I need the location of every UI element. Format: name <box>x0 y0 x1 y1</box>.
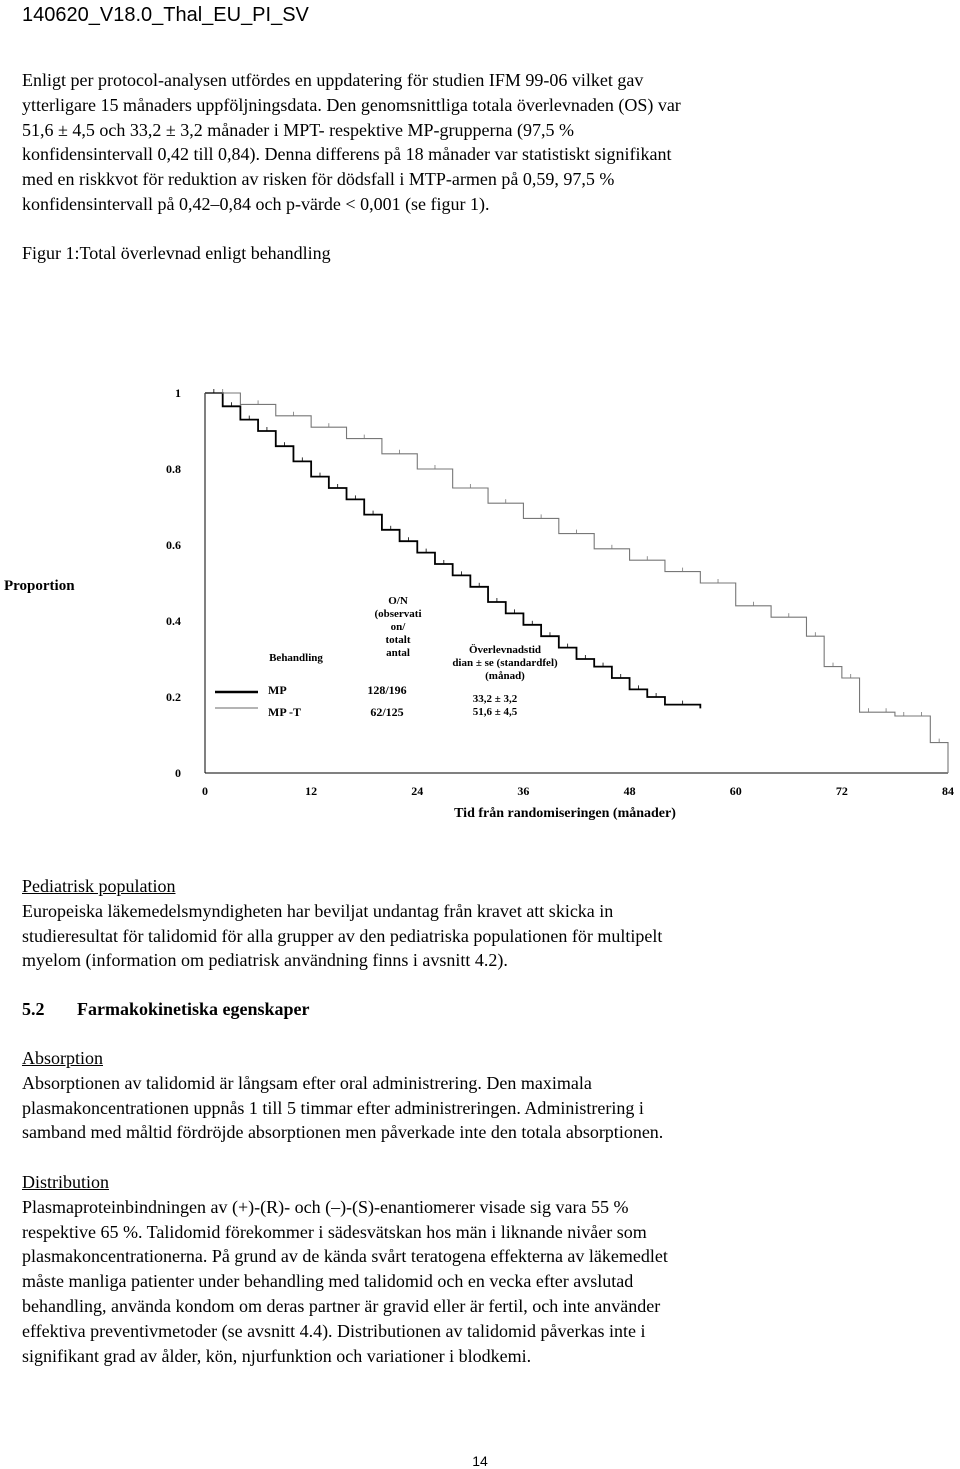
legend-head-events: totalt <box>385 634 411 646</box>
text-line: behandling, använda kondom om deras partner är gravid eller är fertil, och inte använder <box>22 1295 661 1316</box>
text-line: plasmakoncentrationerna. På grund av de kända svårt teratogena effekterna av läkemedlet <box>22 1246 668 1267</box>
x-tick-label: 12 <box>305 784 318 798</box>
text-line: Europeiska läkemedelsmyndigheten har beviljat undantag från kravet att skicka in <box>22 900 614 921</box>
text-line: signifikant grad av ålder, kön, njurfunktion och variationer i blodkemi. <box>22 1345 532 1366</box>
text-line: Plasmaproteinbindningen av (+)-(R)- och (–)-(S)-enantiomerer visade sig vara 55 % <box>22 1196 629 1217</box>
text-line: studieresultat för talidomid för alla grupper av den pediatriska populationen för multipelt <box>22 925 663 946</box>
section-heading <box>22 999 310 1020</box>
x-tick-label: 0 <box>202 784 208 798</box>
text-line: ytterligare 15 månaders uppföljningsdata. Den genomsnittliga totala överlevnaden (OS) var <box>22 94 681 115</box>
text-line: myelom (information om pediatrisk användning finns i avsnitt 4.2). <box>22 950 508 971</box>
absorption-section <box>22 1046 952 1145</box>
y-tick-label: 0.2 <box>166 690 181 704</box>
subsection-heading: Pediatrisk population <box>22 876 176 896</box>
document-header: 140620_V18.0_Thal_EU_PI_SV <box>22 4 309 26</box>
text-line: samband med måltid fördröjde absorptionen men påverkade inte den totala absorptionen. <box>22 1122 664 1143</box>
chart-tick-labels <box>166 386 954 798</box>
text-line: Enligt per protocol-analysen utfördes en uppdatering för studien IFM 99-06 vilket gav <box>22 70 644 90</box>
legend-head-survival: dian ± se (standardfel) <box>452 657 558 669</box>
distribution-section <box>22 1170 952 1368</box>
intro-paragraph <box>22 68 952 217</box>
section-number: 5.2 <box>22 999 45 1019</box>
legend-row-name: MP -T <box>268 705 301 719</box>
legend-row-events: 62/125 <box>370 705 404 719</box>
subsection-heading: Distribution <box>22 1172 110 1192</box>
legend-head-events: on/ <box>390 621 406 633</box>
y-tick-label: 0 <box>175 766 181 780</box>
x-tick-label: 84 <box>942 784 954 798</box>
text-line: konfidensintervall 0,42 till 0,84). Denna differens på 18 månader var statistiskt signifikant <box>22 144 672 165</box>
legend-row-name: MP <box>268 683 287 697</box>
y-tick-label: 0.4 <box>166 614 181 628</box>
legend-row-survival: 51,6 ± 4,5 <box>472 706 518 718</box>
text-line: effektiva preventivmetoder (se avsnitt 4.4). Distributionen av talidomid påverkas inte i <box>22 1320 646 1341</box>
legend-row-survival: 33,2 ± 3,2 <box>472 693 518 705</box>
survival-chart <box>0 370 960 830</box>
figure-caption: Figur 1:Total överlevnad enligt behandling <box>22 243 331 263</box>
legend-head-survival: (månad) <box>485 670 525 682</box>
pediatric-section <box>22 874 952 973</box>
legend-head-treatment: Behandling <box>269 652 323 664</box>
chart-axes <box>205 393 948 773</box>
text-line: med en riskkvot för reduktion av risken för dödsfall i MTP-armen på 0,59, 97,5 % <box>22 169 615 190</box>
section-title: Farmakokinetiska egenskaper <box>77 999 310 1019</box>
text-line: plasmakoncentrationen uppnås 1 till 5 timmar efter administreringen. Administrering i <box>22 1097 644 1118</box>
x-tick-label: 48 <box>623 784 636 798</box>
x-tick-label: 24 <box>411 784 424 798</box>
x-tick-label: 72 <box>835 784 848 798</box>
text-line: måste manliga patienter under behandling med talidomid och en vecka efter avslutad <box>22 1271 634 1292</box>
legend-row-events: 128/196 <box>367 683 407 697</box>
y-tick-label: 1 <box>175 386 181 400</box>
page-number: 14 <box>472 1453 488 1469</box>
series-mpt <box>205 393 948 773</box>
text-line: 51,6 ± 4,5 och 33,2 ± 3,2 månader i MPT- respektive MP-grupperna (97,5 % <box>22 119 574 140</box>
chart-censor-marks <box>214 389 939 743</box>
x-axis-label: Tid från randomiseringen (månader) <box>454 806 676 821</box>
legend-head-events: (observati <box>374 608 422 620</box>
text-line: respektive 65 %. Talidomid förekommer i sädesvätskan hos män i liknande nivåer som <box>22 1221 647 1242</box>
text-line: konfidensintervall på 0,42–0,84 och p-värde < 0,001 (se figur 1). <box>22 193 490 214</box>
x-tick-label: 60 <box>729 784 742 798</box>
legend-head-events: O/N <box>388 595 408 607</box>
legend-head-events: antal <box>386 647 410 659</box>
y-tick-label: 0.6 <box>166 538 181 552</box>
legend-head-survival: Överlevnadstid <box>468 644 542 656</box>
chart-series <box>205 393 948 773</box>
subsection-heading: Absorption <box>22 1048 103 1068</box>
y-tick-label: 0.8 <box>166 462 181 476</box>
text-line: Absorptionen av talidomid är långsam efter oral administrering. Den maximala <box>22 1072 592 1093</box>
x-tick-label: 36 <box>517 784 530 798</box>
y-axis-label: Proportion <box>4 578 75 594</box>
